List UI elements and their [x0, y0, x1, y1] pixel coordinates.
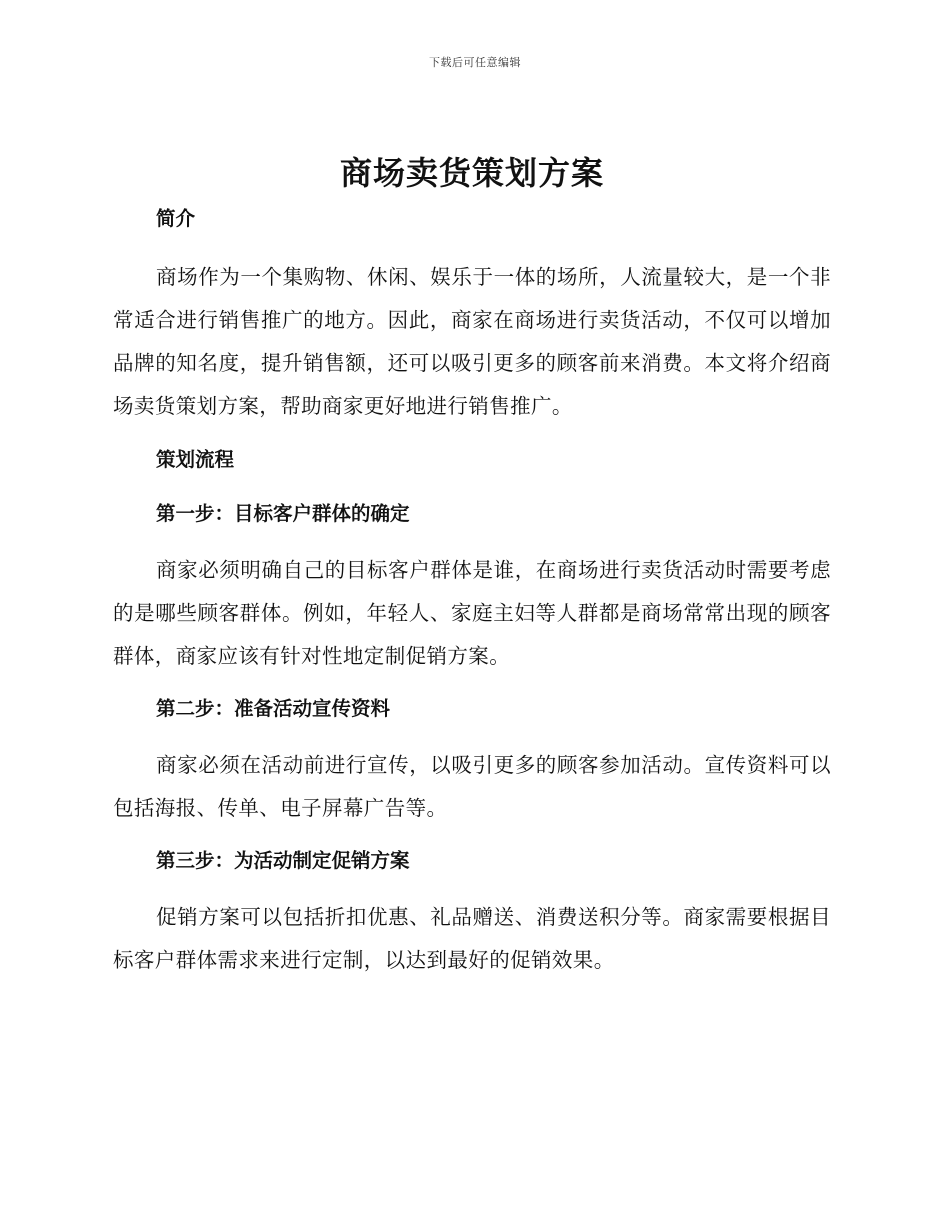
- step1-paragraph: 商家必须明确自己的目标客户群体是谁，在商场进行卖货活动时需要考虑的是哪些顾客群体。例如，年轻人、家庭主妇等人群都是商场常常出现的顾客群体，商家应该有针对性地定制促销方案。: [113, 558, 831, 668]
- step2-paragraph: 商家必须在活动前进行宣传，以吸引更多的顾客参加活动。宣传资料可以包括海报、传单、电子屏幕广告等。: [113, 753, 831, 820]
- document-body: [113, 150, 831, 982]
- header-note: 下载后可任意编辑: [429, 56, 521, 69]
- intro-paragraph: 商场作为一个集购物、休闲、娱乐于一体的场所，人流量较大，是一个非常适合进行销售推广的地方。因此，商家在商场进行卖货活动，不仅可以增加品牌的知名度，提升销售额，还可以吸引更多的顾客前来消费。本文将介绍商场卖货策划方案，帮助商家更好地进行销售推广。: [113, 265, 831, 418]
- step3-heading: 第三步：为活动制定促销方案: [156, 849, 410, 872]
- step3-paragraph: 促销方案可以包括折扣优惠、礼品赠送、消费送积分等。商家需要根据目标客户群体需求来进行定制，以达到最好的促销效果。: [113, 905, 831, 972]
- process-heading: 策划流程: [156, 448, 235, 471]
- intro-heading: 简介: [156, 207, 196, 230]
- document-title: 商场卖货策划方案: [339, 154, 604, 192]
- step1-heading: 第一步：目标客户群体的确定: [156, 502, 410, 525]
- step2-heading: 第二步：准备活动宣传资料: [156, 697, 391, 720]
